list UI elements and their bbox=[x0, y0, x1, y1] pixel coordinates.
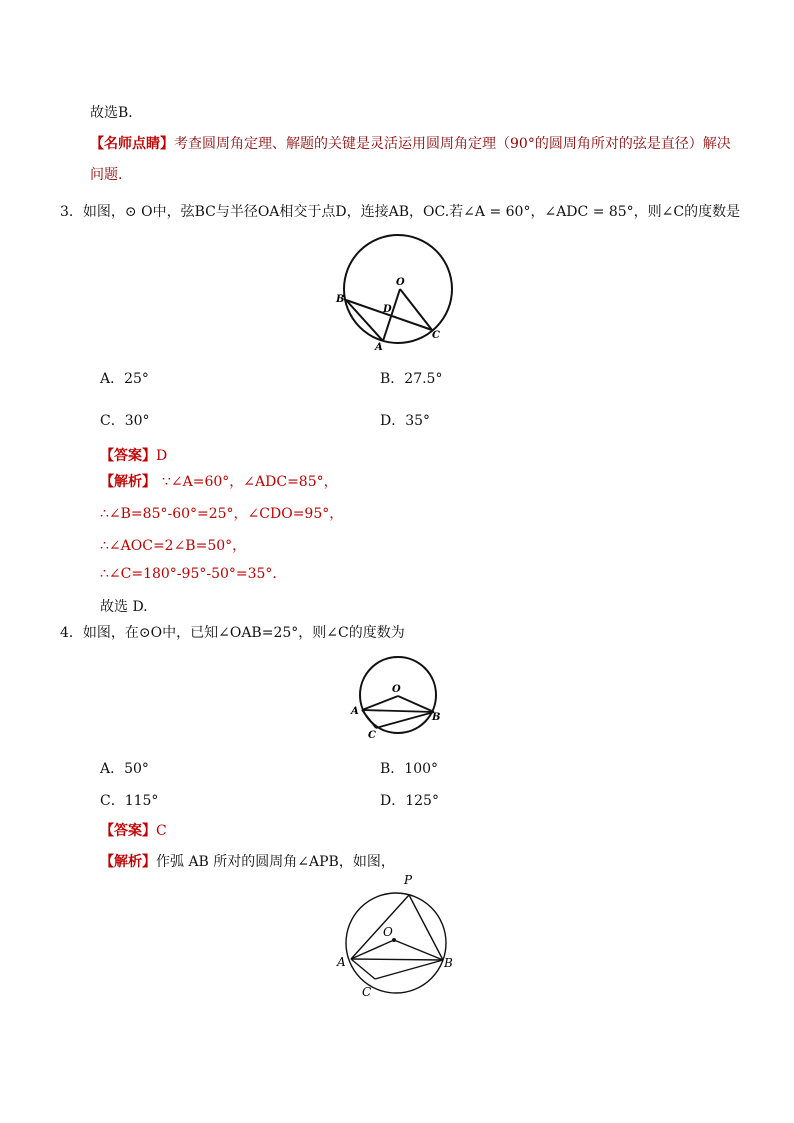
q3-analysis bbox=[100, 471, 338, 491]
q3-analysis-line1: ∵∠A=60°，∠ADC=85°， bbox=[162, 474, 338, 490]
q3-answer bbox=[100, 445, 167, 465]
q3-option-c: C．30° bbox=[100, 413, 150, 429]
q3-label-a: A bbox=[375, 342, 383, 352]
q3-answer-value: D bbox=[156, 448, 168, 464]
q4-analysis-label: 【解析】 bbox=[100, 854, 156, 870]
q4-answer bbox=[100, 820, 167, 840]
q3-option-b: B．27.5° bbox=[380, 371, 443, 387]
q4-fig2-label-b: B bbox=[444, 956, 453, 970]
q3-conclusion: 故选 D. bbox=[100, 599, 148, 615]
q4-stem: 4．如图，在⊙O中，已知∠OAB=25°，则∠C的度数为 bbox=[60, 625, 405, 641]
q4-fig2-label-a: A bbox=[337, 955, 346, 969]
teacher-note-line2: 问题. bbox=[90, 167, 123, 183]
q4-solution-figure bbox=[332, 870, 472, 1000]
q4-fig2-label-c: C bbox=[362, 985, 372, 999]
q4-analysis-text: 作弧 AB 所对的圆周角∠APB，如图， bbox=[156, 854, 395, 870]
q3-label-d: D bbox=[383, 304, 392, 315]
teacher-note bbox=[90, 133, 731, 153]
q3-label-b: B bbox=[336, 294, 345, 305]
q3-label-o: O bbox=[396, 277, 405, 288]
teacher-note-label: 【名师点睛】 bbox=[90, 136, 174, 152]
q4-label-c: C bbox=[368, 730, 376, 741]
q4-circle-figure bbox=[346, 656, 446, 746]
q4-option-a: A．50° bbox=[100, 761, 149, 777]
q3-option-d: D．35° bbox=[380, 413, 431, 429]
q4-fig2-label-o: O bbox=[383, 925, 393, 939]
q4-analysis bbox=[100, 851, 395, 871]
q3-circle-figure bbox=[330, 232, 460, 352]
q3-answer-label: 【答案】 bbox=[100, 448, 156, 464]
conclusion-prev: 故选B． bbox=[90, 105, 143, 121]
q3-analysis-line2: ∴∠B=85°-60°=25°，∠CDO=95°， bbox=[100, 506, 344, 522]
q3-label-c: C bbox=[432, 330, 440, 341]
q4-answer-label: 【答案】 bbox=[100, 823, 156, 839]
q4-label-o: O bbox=[392, 684, 401, 695]
q4-answer-value: C bbox=[156, 823, 167, 839]
q3-analysis-line3: ∴∠AOC=2∠B=50°， bbox=[100, 538, 247, 554]
q4-option-d: D．125° bbox=[380, 793, 439, 809]
q3-stem: 3．如图，⊙ O中，弦BC与半径OA相交于点D，连接AB，OC.若∠A = 60°，∠ADC = 85°，则∠C的度数是 bbox=[60, 204, 741, 220]
teacher-note-text: 考查圆周角定理、解题的关键是灵活运用圆周角定理（90°的圆周角所对的弦是直径）解决 bbox=[174, 136, 731, 152]
q4-label-b: B bbox=[432, 712, 441, 723]
q4-label-a: A bbox=[351, 706, 359, 717]
q3-analysis-line4: ∴∠C=180°-95°-50°=35°. bbox=[100, 566, 277, 582]
q4-fig2-label-p: P bbox=[404, 873, 413, 887]
q4-option-c: C．115° bbox=[100, 793, 159, 809]
q3-option-a: A．25° bbox=[100, 371, 149, 387]
q4-option-b: B．100° bbox=[380, 761, 439, 777]
q3-analysis-label: 【解析】 bbox=[100, 474, 156, 490]
